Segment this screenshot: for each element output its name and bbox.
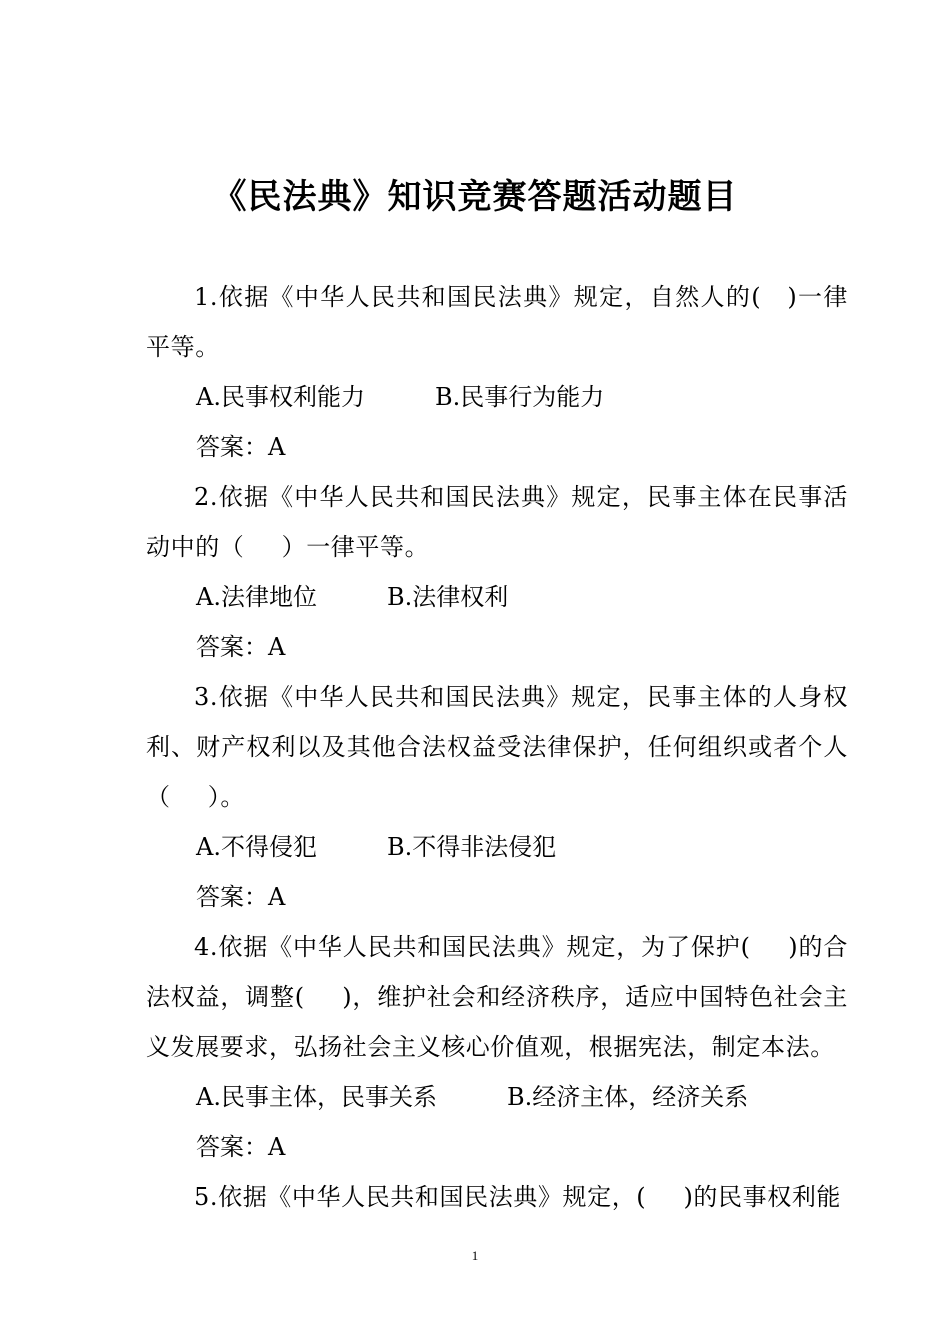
question-item: [146, 272, 848, 472]
question-item: [146, 672, 848, 922]
option-b: B.民事行为能力: [434, 383, 605, 411]
option-a: A.民事权利能力: [196, 383, 365, 411]
option-b: B.不得非法侵犯: [386, 833, 557, 861]
question-text: 5.依据《中华人民共和国民法典》规定，( )的民事权利能: [194, 1183, 842, 1211]
question-text: 1.依据《中华人民共和国民法典》规定，自然人的( )一律平等。: [146, 283, 848, 361]
document-title: 《民法典》知识竞赛答题活动题目: [212, 177, 738, 217]
question-list: [146, 272, 848, 1222]
question-text: 2.依据《中华人民共和国民法典》规定，民事主体在民事活动中的（ ）一律平等。: [146, 483, 848, 561]
question-options: [146, 572, 848, 622]
question-options: [146, 1072, 848, 1122]
question-options: [146, 372, 848, 422]
option-a: A.法律地位: [196, 583, 317, 611]
option-b: B.法律权利: [386, 583, 509, 611]
question-text: 3.依据《中华人民共和国民法典》规定，民事主体的人身权利、财产权利以及其他合法权益受法律保护，任何组织或者个人（ ）。: [146, 683, 848, 811]
question-text: 4.依据《中华人民共和国民法典》规定，为了保护( )的合法权益，调整( )，维护社会和经济秩序，适应中国特色社会主义发展要求，弘扬社会主义核心价值观，根据宪法，制定本法。: [146, 933, 848, 1061]
question-item: [146, 922, 848, 1172]
question-item: [146, 1172, 848, 1222]
option-a: A.民事主体，民事关系: [196, 1083, 437, 1111]
question-options: [146, 822, 848, 872]
question-answer: 答案：A: [196, 633, 286, 661]
question-answer: 答案：A: [196, 433, 286, 461]
option-b: B.经济主体，经济关系: [506, 1083, 749, 1111]
question-answer: 答案：A: [196, 883, 286, 911]
question-item: [146, 472, 848, 672]
page-number: 1: [471, 1248, 479, 1263]
option-a: A.不得侵犯: [196, 833, 317, 861]
question-answer: 答案：A: [196, 1133, 286, 1161]
